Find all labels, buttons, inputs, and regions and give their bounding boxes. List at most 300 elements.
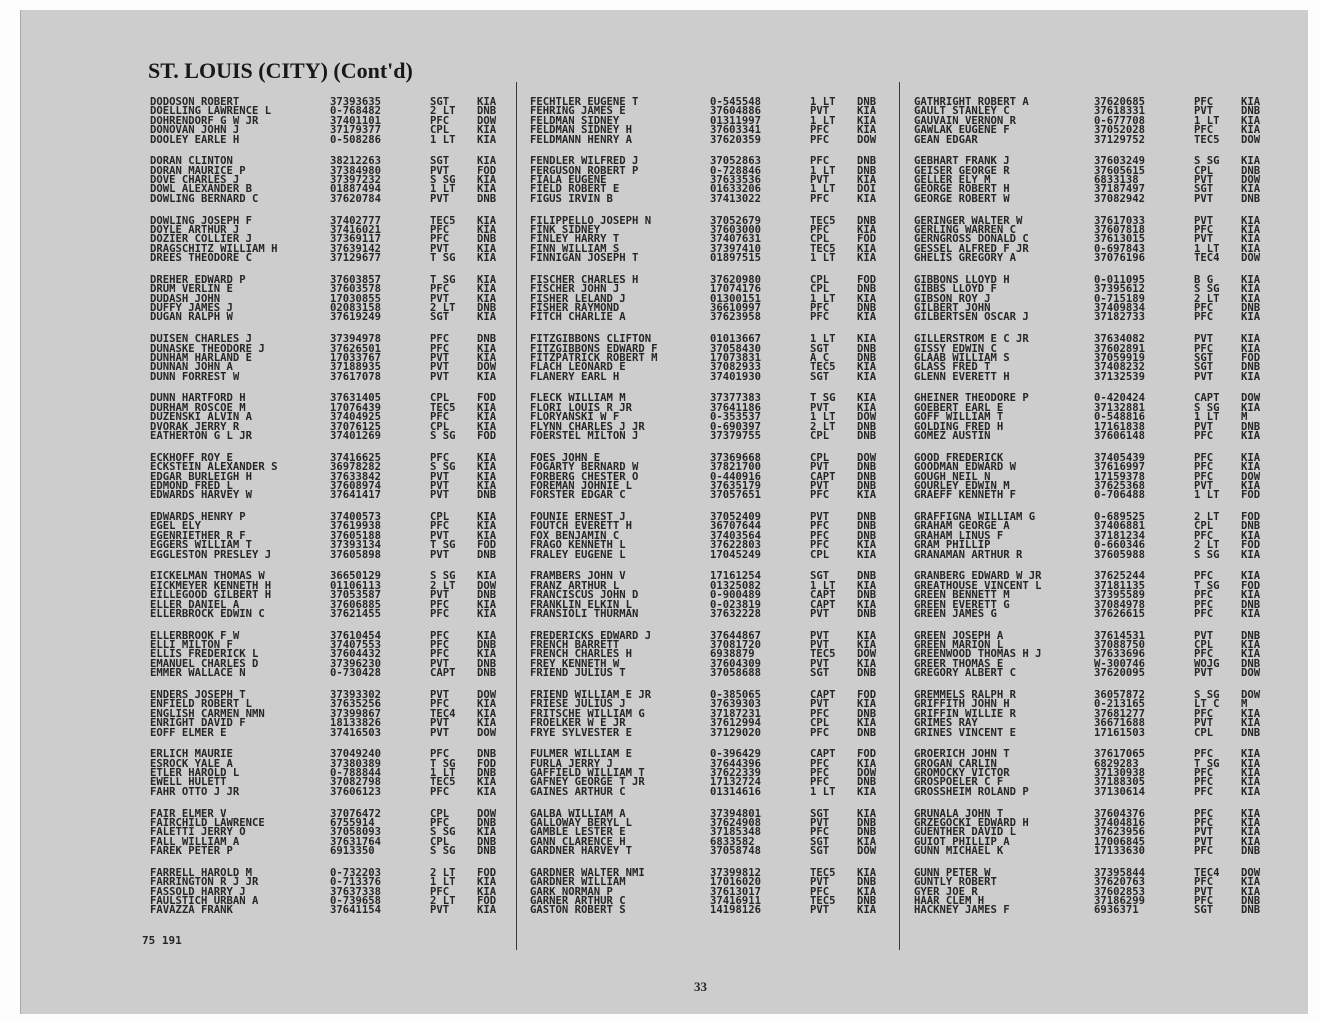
rank: CPL: [430, 420, 450, 433]
status-code: FOD: [1241, 539, 1261, 552]
serial-number: 37635256: [330, 698, 382, 711]
casualty-name: GREEN BENNETT M: [914, 589, 1010, 602]
roster-group: [530, 273, 906, 335]
casualty-name: EOFF ELMER E: [150, 726, 227, 739]
serial-number: 6913350: [330, 845, 375, 858]
roster-group: [530, 750, 906, 809]
status-code: KIA: [857, 579, 877, 592]
status-code: DNB: [1241, 361, 1261, 374]
serial-number: 37623958: [710, 311, 762, 324]
casualty-name: GESSEL ALFRED F JR: [914, 242, 1029, 255]
rank: PFC: [430, 648, 450, 661]
casualty-name: GATHRIGHT ROBERT A: [914, 96, 1029, 108]
serial-number: 37821700: [710, 461, 762, 474]
serial-number: 01897515: [710, 252, 762, 265]
casualty-name: GRIFFITH JOHN H: [914, 698, 1010, 711]
rank: 2 LT: [430, 895, 456, 908]
rank: CAPT: [810, 748, 836, 761]
casualty-name: GYER JOE R: [914, 885, 978, 898]
roster-row: [150, 192, 526, 205]
roster-group: [530, 572, 906, 631]
casualty-name: FIALA EUGENE: [530, 174, 607, 187]
casualty-name: EATHERTON G L JR: [150, 430, 253, 443]
casualty-name: GLAAB WILLIAM S: [914, 351, 1010, 364]
rank: 2 LT: [1194, 511, 1220, 524]
status-code: FOD: [477, 866, 497, 879]
rank: PVT: [810, 479, 830, 492]
roster-row: [150, 491, 526, 500]
rank: PVT: [810, 607, 830, 620]
serial-number: 37395589: [1094, 589, 1146, 602]
serial-number: 37076125: [330, 420, 382, 433]
casualty-name: GAMBLE LESTER E: [530, 826, 626, 839]
rank: TEC5: [430, 776, 456, 789]
casualty-name: GREEN JOSEPH A: [914, 629, 1004, 642]
rank: SGT: [810, 845, 830, 858]
rank: T SG: [1194, 579, 1220, 592]
rank: PVT: [1194, 826, 1214, 839]
rank: PFC: [430, 816, 450, 829]
rank: SGT: [430, 155, 450, 168]
casualty-name: FAREK PETER P: [150, 845, 233, 858]
serial-number: 37614531: [1094, 629, 1146, 642]
roster-row: [914, 491, 1290, 500]
roster-row: [914, 847, 1290, 856]
status-code: DNB: [477, 233, 497, 246]
casualty-name: FENDLER WILFRED J: [530, 155, 639, 168]
casualty-name: GARDNER WILLIAM: [530, 876, 626, 889]
casualty-name: GREEN MARION L: [914, 639, 1004, 652]
roster-column-3: [914, 98, 1290, 928]
serial-number: 37605988: [1094, 548, 1146, 561]
rank: LT C: [1194, 698, 1220, 711]
status-code: DOW: [477, 114, 497, 127]
rank: SGT: [810, 370, 830, 383]
casualty-name: DUDASH JOHN: [150, 292, 221, 305]
status-code: DNB: [1241, 105, 1261, 118]
roster-group: [150, 157, 526, 216]
rank: T SG: [430, 273, 456, 286]
rank: PVT: [430, 548, 450, 561]
casualty-name: DORAN CLINTON: [150, 155, 233, 168]
status-code: DNB: [857, 570, 877, 583]
rank: PFC: [810, 223, 830, 236]
serial-number: 37058688: [710, 667, 762, 680]
rank: 2 LT: [1194, 292, 1220, 305]
serial-number: 37613015: [1094, 233, 1146, 246]
serial-number: 37610454: [330, 629, 382, 642]
rank: SGT: [810, 342, 830, 355]
status-code: KIA: [1241, 370, 1261, 383]
rank: PVT: [430, 479, 450, 492]
roster-group: [530, 98, 906, 157]
status-code: DNB: [477, 667, 497, 680]
rank: PVT: [1194, 174, 1214, 187]
serial-number: 0-353537: [710, 411, 762, 424]
casualty-name: GOODMAN EDWARD W: [914, 461, 1017, 474]
rank: 1 LT: [1194, 489, 1220, 502]
serial-number: 36650129: [330, 570, 382, 583]
casualty-name: GAULT STANLEY C: [914, 105, 1010, 118]
casualty-name: GRIMES RAY: [914, 717, 978, 730]
serial-number: 17006845: [1094, 835, 1146, 848]
serial-number: 37181135: [1094, 579, 1146, 592]
serial-number: 37181234: [1094, 529, 1146, 542]
casualty-name: DUISEN CHARLES J: [150, 333, 253, 346]
rank: 1 LT: [430, 133, 456, 146]
roster-group: [914, 98, 1290, 157]
rank: PFC: [810, 520, 830, 533]
status-code: KIA: [857, 370, 877, 383]
rank: T SG: [430, 252, 456, 265]
serial-number: 37622339: [710, 767, 762, 780]
casualty-name: EGGLESTON PRESLEY J: [150, 548, 272, 561]
serial-number: 0-732203: [330, 866, 382, 879]
roster-group: [914, 335, 1290, 394]
casualty-name: FINN WILLIAM S: [530, 242, 620, 255]
serial-number: 01300151: [710, 292, 762, 305]
status-code: KIA: [857, 242, 877, 255]
serial-number: 37620359: [710, 133, 762, 146]
status-code: KIA: [477, 461, 497, 474]
status-code: KIA: [857, 114, 877, 127]
rank: PVT: [430, 717, 450, 730]
roster-group: [914, 157, 1290, 216]
status-code: KIA: [1241, 311, 1261, 324]
casualty-name: GEORGE ROBERT H: [914, 183, 1010, 196]
rank: PVT: [810, 511, 830, 524]
casualty-name: DOVE CHARLES J: [150, 174, 240, 187]
serial-number: 36978282: [330, 461, 382, 474]
status-code: KIA: [857, 401, 877, 414]
page-title: ST. LOUIS (CITY) (Cont'd): [148, 58, 413, 83]
rank: PVT: [810, 174, 830, 187]
serial-number: 37053587: [330, 589, 382, 602]
serial-number: 17016020: [710, 876, 762, 889]
roster-row: [914, 254, 1290, 263]
serial-number: 37187497: [1094, 183, 1146, 196]
serial-number: 6833582: [710, 835, 755, 848]
status-code: KIA: [477, 351, 497, 364]
serial-number: 0-385065: [710, 688, 762, 701]
status-code: KIA: [857, 807, 877, 820]
status-code: DNB: [1241, 192, 1261, 205]
status-code: KIA: [1241, 816, 1261, 829]
status-code: KIA: [1241, 807, 1261, 820]
rank: PVT: [810, 698, 830, 711]
rank: PFC: [1194, 470, 1214, 483]
status-code: KIA: [1241, 885, 1261, 898]
casualty-name: FARRINGTON R J JR: [150, 876, 259, 889]
rank: PFC: [430, 785, 450, 798]
roster-group: [150, 807, 526, 869]
rank: SGT: [810, 835, 830, 848]
serial-number: 37644396: [710, 757, 762, 770]
roster-row: [914, 133, 1290, 146]
serial-number: 37369668: [710, 451, 762, 464]
rank: PVT: [430, 164, 450, 177]
status-code: KIA: [477, 598, 497, 611]
status-code: M: [1241, 411, 1248, 424]
serial-number: 37633536: [710, 174, 762, 187]
status-code: KIA: [1241, 292, 1261, 305]
serial-number: 02083158: [330, 302, 382, 315]
rank: PFC: [1194, 895, 1214, 908]
status-code: DNB: [477, 548, 497, 561]
status-code: DNB: [857, 283, 877, 296]
serial-number: 18133826: [330, 717, 382, 730]
serial-number: 37641417: [330, 489, 382, 502]
casualty-name: ECKSTEIN ALEXANDER S: [150, 461, 278, 474]
casualty-name: GREMMELS RALPH R: [914, 688, 1017, 701]
rank: PFC: [810, 124, 830, 137]
casualty-name: GUNN PETER W: [914, 866, 991, 879]
serial-number: 37076472: [330, 807, 382, 820]
rank: PFC: [810, 302, 830, 315]
casualty-name: GAUVAIN VERNON R: [914, 114, 1017, 127]
rank: TEC5: [430, 214, 456, 227]
serial-number: 37618331: [1094, 105, 1146, 118]
serial-number: 37408232: [1094, 361, 1146, 374]
status-code: KIA: [477, 570, 497, 583]
casualty-name: GREER THOMAS E: [914, 657, 1004, 670]
casualty-name: GILLERSTROM E C JR: [914, 333, 1029, 346]
casualty-name: DONOVAN JOHN J: [150, 124, 240, 137]
rank: PVT: [430, 470, 450, 483]
status-code: KIA: [477, 223, 497, 236]
casualty-name: DUNN HARTFORD H: [150, 392, 246, 405]
rank: PFC: [810, 726, 830, 739]
rank: SGT: [1194, 361, 1214, 374]
roster-row: [914, 669, 1290, 678]
casualty-name: FRANKLIN ELKIN L: [530, 598, 633, 611]
roster-column-2: [530, 98, 906, 928]
status-code: KIA: [477, 133, 497, 146]
casualty-name: GREEN JAMES G: [914, 607, 997, 620]
casualty-name: ENDERS JOSEPH T: [150, 688, 246, 701]
rank: PFC: [430, 411, 450, 424]
rank: S SG: [1194, 155, 1220, 168]
roster-column-1: [150, 98, 526, 928]
rank: 1 LT: [810, 333, 836, 346]
serial-number: 37404816: [1094, 816, 1146, 829]
roster-group: [150, 750, 526, 809]
status-code: FOD: [477, 895, 497, 908]
roster-row: [150, 133, 526, 146]
status-code: DNB: [1241, 598, 1261, 611]
serial-number: 37179377: [330, 124, 382, 137]
casualty-name: FOREMAN JOHNIE L: [530, 479, 633, 492]
status-code: KIA: [477, 411, 497, 424]
rank: PFC: [810, 757, 830, 770]
rank: PVT: [1194, 370, 1214, 383]
rank: PVT: [430, 292, 450, 305]
roster-row: [914, 192, 1290, 205]
rank: S SG: [430, 430, 456, 443]
casualty-name: DREES THEODORE C: [150, 252, 253, 265]
casualty-name: ELLERBROCK EDWIN C: [150, 607, 265, 620]
casualty-name: FRITSCHE WILLIAM G: [530, 707, 645, 720]
status-code: DNB: [857, 479, 877, 492]
rank: PVT: [1194, 105, 1214, 118]
status-code: DOI: [857, 183, 877, 196]
casualty-name: FRENCH CHARLES H: [530, 648, 633, 661]
roster-row: [914, 432, 1290, 441]
serial-number: 37082798: [330, 776, 382, 789]
roster-row: [530, 726, 906, 739]
status-code: DNB: [477, 657, 497, 670]
serial-number: 37379755: [710, 430, 762, 443]
casualty-name: FELDMAN SIDNEY H: [530, 124, 633, 137]
casualty-name: FAIR ELMER V: [150, 807, 227, 820]
rank: PFC: [1194, 598, 1214, 611]
rank: PVT: [810, 461, 830, 474]
status-code: KIA: [477, 420, 497, 433]
rank: PFC: [430, 333, 450, 346]
serial-number: 37081720: [710, 639, 762, 652]
rank: CAPT: [1194, 392, 1220, 405]
status-code: KIA: [857, 757, 877, 770]
roster-group: [914, 688, 1290, 750]
status-code: KIA: [857, 192, 877, 205]
serial-number: 0-697843: [1094, 242, 1146, 255]
serial-number: 37401101: [330, 114, 382, 127]
casualty-name: FOGARTY BERNARD W: [530, 461, 639, 474]
status-code: KIA: [1241, 96, 1261, 108]
casualty-name: HACKNEY JAMES F: [914, 904, 1010, 917]
serial-number: 37416911: [710, 895, 762, 908]
status-code: KIA: [857, 311, 877, 324]
serial-number: 37616997: [1094, 461, 1146, 474]
rank: CPL: [810, 548, 830, 561]
status-code: FOD: [477, 757, 497, 770]
serial-number: 0-728846: [710, 164, 762, 177]
rank: PVT: [810, 876, 830, 889]
rank: PVT: [1194, 667, 1214, 680]
rank: CAPT: [810, 598, 836, 611]
rank: PVT: [430, 489, 450, 502]
serial-number: 37401269: [330, 430, 382, 443]
status-code: DOW: [477, 807, 497, 820]
casualty-name: ELLERBROOK F W: [150, 629, 240, 642]
status-code: M: [1241, 698, 1248, 711]
serial-number: 17030855: [330, 292, 382, 305]
roster-row: [150, 607, 526, 620]
casualty-name: FELDMANN HENRY A: [530, 133, 633, 146]
casualty-name: FAULSTICH URBAN A: [150, 895, 259, 908]
roster-row: [150, 313, 526, 322]
status-code: KIA: [477, 479, 497, 492]
status-code: KIA: [477, 776, 497, 789]
rank: PVT: [810, 816, 830, 829]
roster-group: [150, 688, 526, 750]
status-code: KIA: [1241, 223, 1261, 236]
rank: S SG: [430, 461, 456, 474]
rank: PVT: [810, 401, 830, 414]
serial-number: 0-545548: [710, 96, 762, 108]
serial-number: 37380389: [330, 757, 382, 770]
status-code: KIA: [477, 876, 497, 889]
casualty-name: GAFNEY GEORGE T JR: [530, 776, 645, 789]
status-code: KIA: [477, 292, 497, 305]
serial-number: 37413022: [710, 192, 762, 205]
casualty-name: FITZPATRICK ROBERT M: [530, 351, 658, 364]
serial-number: 37130614: [1094, 785, 1146, 798]
casualty-name: GEORGE ROBERT W: [914, 192, 1010, 205]
status-code: KIA: [1241, 876, 1261, 889]
status-code: KIA: [477, 342, 497, 355]
roster-row: [530, 254, 906, 263]
serial-number: 17073831: [710, 351, 762, 364]
casualty-name: DOZIER COLLIER J: [150, 233, 253, 246]
roster-row: [150, 726, 526, 739]
casualty-name: FRENCH BARRETT: [530, 639, 620, 652]
serial-number: 37188935: [330, 361, 382, 374]
rank: S SG: [1194, 548, 1220, 561]
status-code: DNB: [857, 214, 877, 227]
rank: TEC4: [1194, 252, 1220, 265]
rank: PFC: [430, 598, 450, 611]
rank: S SG: [430, 845, 456, 858]
rank: PFC: [1194, 124, 1214, 137]
casualty-name: DRUM VERLIN E: [150, 283, 233, 296]
status-code: DOW: [1241, 688, 1261, 701]
serial-number: 37641154: [330, 904, 382, 917]
rank: PFC: [1194, 767, 1214, 780]
rank: PFC: [430, 223, 450, 236]
serial-number: 0-788844: [330, 767, 382, 780]
casualty-name: ELLIS FREDERICK L: [150, 648, 259, 661]
status-code: DNB: [857, 895, 877, 908]
roster-group: [530, 214, 906, 276]
rank: 1 LT: [810, 292, 836, 305]
rank: PVT: [430, 657, 450, 670]
casualty-name: FORBERG CHESTER O: [530, 470, 639, 483]
serial-number: 37052863: [710, 155, 762, 168]
status-code: KIA: [477, 529, 497, 542]
rank: PFC: [430, 520, 450, 533]
rank: CAPT: [810, 470, 836, 483]
serial-number: 01325082: [710, 579, 762, 592]
serial-number: 0-396429: [710, 748, 762, 761]
serial-number: 0-213165: [1094, 698, 1146, 711]
serial-number: 37397232: [330, 174, 382, 187]
rank: PVT: [430, 242, 450, 255]
status-code: DNB: [1241, 845, 1261, 858]
serial-number: 36671688: [1094, 717, 1146, 730]
serial-number: 37393134: [330, 539, 382, 552]
status-code: KIA: [477, 155, 497, 168]
status-code: DOW: [1241, 470, 1261, 483]
rank: 1 LT: [810, 114, 836, 127]
casualty-name: FOES JOHN E: [530, 451, 601, 464]
casualty-name: GRIFFIN WILLIE R: [914, 707, 1017, 720]
serial-number: 37188305: [1094, 776, 1146, 789]
casualty-name: DUNASKE THEODORE J: [150, 342, 265, 355]
status-code: KIA: [477, 698, 497, 711]
roster-row: [150, 906, 526, 915]
status-code: KIA: [477, 707, 497, 720]
status-code: DNB: [477, 845, 497, 858]
serial-number: 37620763: [1094, 876, 1146, 889]
rank: SGT: [1194, 351, 1214, 364]
casualty-name: FITZGIBBONS CLIFTON: [530, 333, 652, 346]
rank: PFC: [1194, 807, 1214, 820]
serial-number: 37622803: [710, 539, 762, 552]
serial-number: 37608974: [330, 479, 382, 492]
serial-number: 37632228: [710, 607, 762, 620]
casualty-name: GARK NORMAN P: [530, 885, 613, 898]
